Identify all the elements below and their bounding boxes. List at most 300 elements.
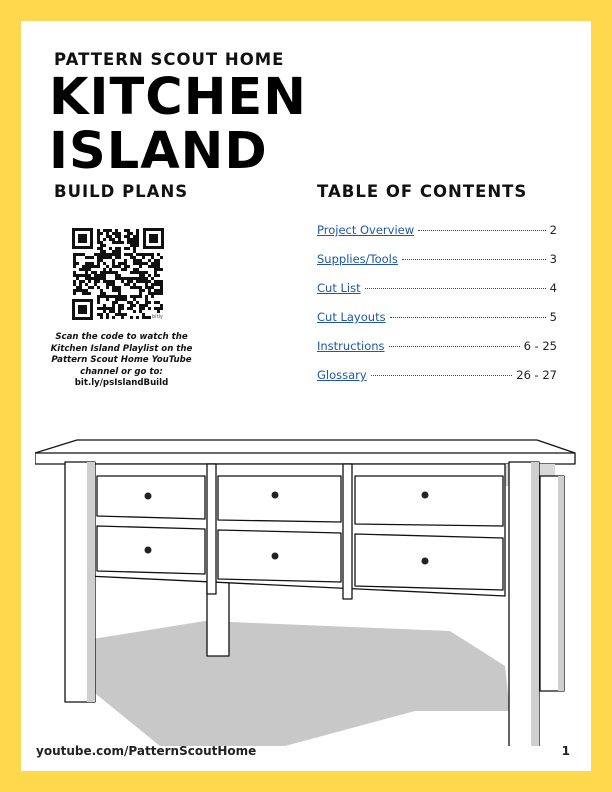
qr-module: [115, 289, 118, 292]
toc-page-number: 4: [549, 281, 557, 295]
qr-module: [121, 280, 124, 283]
qr-module: [139, 295, 142, 298]
toc-link[interactable]: Cut List: [317, 281, 361, 295]
qr-module: [118, 253, 121, 256]
qr-module: [115, 277, 118, 280]
qr-module: [124, 253, 127, 256]
qr-module: [133, 298, 136, 301]
qr-module: [145, 316, 148, 319]
qr-module: [97, 307, 100, 310]
qr-module: [139, 253, 142, 256]
qr-module: [103, 250, 106, 253]
qr-module: [73, 280, 76, 283]
drawer-divider: [343, 464, 352, 599]
qr-module: [94, 283, 97, 286]
qr-module: [97, 295, 100, 298]
qr-module: [118, 247, 121, 250]
qr-module: [142, 304, 145, 307]
qr-module: [130, 304, 133, 307]
qr-module: [130, 271, 133, 274]
floor-shadow: [80, 621, 510, 746]
qr-module: [97, 286, 100, 289]
qr-module: [118, 232, 121, 235]
qr-module: [97, 259, 100, 262]
qr-module: [124, 262, 127, 265]
qr-module: [91, 286, 94, 289]
qr-module: [76, 286, 79, 289]
qr-module: [103, 310, 106, 313]
qr-module: [115, 250, 118, 253]
qr-module: [124, 265, 127, 268]
qr-module: [124, 235, 127, 238]
qr-module: [73, 274, 76, 277]
qr-module: [142, 316, 145, 319]
qr-module: [118, 313, 121, 316]
qr-module: [97, 238, 100, 241]
qr-module: [145, 262, 148, 265]
qr-module: [136, 238, 139, 241]
qr-module: [106, 283, 109, 286]
qr-module: [115, 265, 118, 268]
qr-module: [127, 301, 130, 304]
page-number: 1: [561, 744, 570, 758]
qr-module: [133, 259, 136, 262]
qr-module: [154, 280, 157, 283]
qr-module: [115, 256, 118, 259]
qr-module: [100, 253, 103, 256]
qr-module: [73, 292, 76, 295]
qr-module: [121, 313, 124, 316]
qr-module: [109, 310, 112, 313]
qr-module: [124, 295, 127, 298]
qr-module: [103, 295, 106, 298]
drawer-divider: [207, 464, 216, 594]
qr-module: [112, 241, 115, 244]
qr-module: [109, 283, 112, 286]
qr-module: [97, 265, 100, 268]
qr-module: [106, 307, 109, 310]
qr-module: [106, 286, 109, 289]
qr-module: [97, 235, 100, 238]
qr-module: [145, 280, 148, 283]
qr-module: [100, 247, 103, 250]
qr-module: [151, 265, 154, 268]
qr-module: [112, 265, 115, 268]
qr-module: [82, 280, 85, 283]
qr-module: [115, 301, 118, 304]
qr-module: [154, 292, 157, 295]
qr-module: [73, 256, 76, 259]
toc-leader: [389, 346, 520, 347]
drawer-knob: [422, 558, 429, 565]
qr-short-link[interactable]: bit.ly/psIslandBuild: [74, 378, 169, 389]
qr-module: [85, 268, 88, 271]
qr-module: [145, 253, 148, 256]
qr-module: [73, 259, 76, 262]
qr-module: [85, 262, 88, 265]
qr-module: [142, 307, 145, 310]
qr-module: [127, 235, 130, 238]
qr-module: [109, 256, 112, 259]
qr-module: [112, 304, 115, 307]
qr-module: [154, 301, 157, 304]
qr-module: [85, 256, 88, 259]
qr-module: [91, 271, 94, 274]
qr-module: [136, 232, 139, 235]
qr-module: [142, 253, 145, 256]
qr-module: [76, 262, 79, 265]
qr-module: [76, 274, 79, 277]
qr-module: [139, 280, 142, 283]
qr-module: [118, 241, 121, 244]
qr-module: [118, 286, 121, 289]
qr-module: [79, 253, 82, 256]
qr-module: [127, 241, 130, 244]
qr-module: [100, 232, 103, 235]
qr-module: [85, 292, 88, 295]
qr-module: [118, 298, 121, 301]
qr-module: [133, 271, 136, 274]
qr-module: [127, 247, 130, 250]
qr-module: [136, 253, 139, 256]
qr-module: [73, 289, 76, 292]
qr-module: [88, 274, 91, 277]
qr-module: [148, 259, 151, 262]
qr-module: [97, 277, 100, 280]
toc-heading: TABLE OF CONTENTS: [317, 182, 528, 201]
qr-module: [121, 268, 124, 271]
qr-module: [85, 265, 88, 268]
qr-module: [121, 298, 124, 301]
qr-module: [157, 301, 160, 304]
qr-module: [154, 262, 157, 265]
qr-module: [115, 241, 118, 244]
qr-module: [103, 271, 106, 274]
qr-module: [97, 313, 100, 316]
qr-module: [148, 316, 151, 319]
qr-module: [148, 301, 151, 304]
qr-module: [103, 229, 106, 232]
qr-module: [133, 250, 136, 253]
qr-module: [136, 244, 139, 247]
qr-module: [148, 280, 151, 283]
qr-module: [79, 289, 82, 292]
qr-module: [151, 292, 154, 295]
qr-module: [160, 280, 163, 283]
qr-module: [97, 253, 100, 256]
toc-link[interactable]: Instructions: [317, 339, 385, 353]
qr-module: [91, 262, 94, 265]
toc-leader: [365, 288, 546, 289]
qr-code-icon[interactable]: [72, 228, 164, 320]
qr-module: [133, 277, 136, 280]
qr-module: [148, 307, 151, 310]
qr-module: [79, 268, 82, 271]
qr-module: [106, 295, 109, 298]
toc-page-number: 5: [549, 310, 557, 324]
page-title: [49, 68, 307, 181]
qr-module: [112, 271, 115, 274]
qr-module: [136, 286, 139, 289]
qr-module: [103, 256, 106, 259]
qr-module: [82, 265, 85, 268]
qr-module: [112, 295, 115, 298]
page-subtitle: BUILD PLANS: [54, 182, 189, 201]
qr-module: [73, 262, 76, 265]
qr-module: [118, 310, 121, 313]
qr-module: [118, 238, 121, 241]
qr-module: [118, 265, 121, 268]
qr-module: [97, 241, 100, 244]
qr-module: [94, 274, 97, 277]
qr-module: [106, 235, 109, 238]
qr-module: [85, 277, 88, 280]
toc-page-number: 26 - 27: [516, 368, 557, 382]
qr-module: [127, 229, 130, 232]
toc-item-supplies-tools: [317, 252, 557, 281]
qr-module: [73, 253, 76, 256]
qr-module: [82, 268, 85, 271]
qr-module: [148, 265, 151, 268]
qr-module: [97, 232, 100, 235]
qr-module: [139, 292, 142, 295]
qr-module: [139, 307, 142, 310]
qr-module: [130, 316, 133, 319]
qr-module: [157, 310, 160, 313]
qr-module: [103, 307, 106, 310]
qr-module: [118, 292, 121, 295]
qr-module: [142, 256, 145, 259]
qr-module: [100, 277, 103, 280]
qr-module: [100, 295, 103, 298]
qr-module: [157, 265, 160, 268]
qr-module: [103, 292, 106, 295]
qr-module: [142, 262, 145, 265]
qr-module: [139, 304, 142, 307]
qr-module: [139, 289, 142, 292]
footer-url[interactable]: youtube.com/PatternScoutHome: [36, 744, 257, 758]
qr-module: [157, 283, 160, 286]
qr-module: [88, 277, 91, 280]
qr-module: [124, 298, 127, 301]
toc-item-glossary: [317, 368, 557, 397]
qr-module: [151, 253, 154, 256]
qr-module: [133, 283, 136, 286]
qr-module: [118, 256, 121, 259]
qr-module: [82, 289, 85, 292]
qr-module: [115, 313, 118, 316]
toc-link[interactable]: Cut Layouts: [317, 310, 386, 324]
qr-module: [109, 295, 112, 298]
qr-module: [109, 229, 112, 232]
qr-module: [154, 259, 157, 262]
qr-module: [79, 286, 82, 289]
qr-module: [88, 286, 91, 289]
qr-module: [139, 286, 142, 289]
qr-module: [124, 268, 127, 271]
qr-module: [124, 247, 127, 250]
qr-module: [100, 244, 103, 247]
title-line-2: ISLAND: [49, 122, 268, 181]
qr-module: [127, 253, 130, 256]
qr-module: [154, 274, 157, 277]
qr-module: [136, 229, 139, 232]
qr-module: [160, 256, 163, 259]
qr-module: [157, 289, 160, 292]
qr-module: [157, 274, 160, 277]
drawer: [218, 476, 341, 522]
qr-module: [121, 277, 124, 280]
toc-item-project-overview: [317, 223, 557, 252]
qr-module: [109, 307, 112, 310]
qr-module: [127, 280, 130, 283]
qr-module: [154, 307, 157, 310]
toc-link[interactable]: Project Overview: [317, 223, 415, 237]
qr-module: [109, 271, 112, 274]
qr-module: [94, 280, 97, 283]
qr-module: [154, 283, 157, 286]
title-line-1: KITCHEN: [49, 68, 307, 127]
qr-module: [145, 301, 148, 304]
qr-module: [106, 313, 109, 316]
qr-module: [85, 283, 88, 286]
qr-module: [118, 262, 121, 265]
brand-name: PATTERN SCOUT HOME: [54, 50, 285, 69]
qr-module: [115, 235, 118, 238]
qr-module: [73, 271, 76, 274]
qr-module: [88, 292, 91, 295]
qr-module: [112, 250, 115, 253]
qr-module: [160, 283, 163, 286]
qr-module: [142, 277, 145, 280]
toc-link[interactable]: Glossary: [317, 368, 367, 382]
toc-page-number: 2: [549, 223, 557, 237]
qr-module: [106, 256, 109, 259]
qr-module: [121, 241, 124, 244]
qr-module: [130, 301, 133, 304]
toc-page-number: 3: [549, 252, 557, 266]
qr-module: [118, 289, 121, 292]
qr-module: [106, 298, 109, 301]
qr-module: [115, 271, 118, 274]
qr-module: [151, 256, 154, 259]
qr-module: [115, 253, 118, 256]
qr-module: [130, 238, 133, 241]
table-of-contents: [317, 223, 557, 397]
qr-module: [115, 247, 118, 250]
qr-module: [88, 280, 91, 283]
qr-module: [130, 244, 133, 247]
qr-module: [106, 280, 109, 283]
qr-module: [136, 259, 139, 262]
qr-module: [160, 292, 163, 295]
qr-module: [118, 277, 121, 280]
qr-module: [133, 241, 136, 244]
qr-module: [124, 277, 127, 280]
qr-module: [94, 265, 97, 268]
qr-module: [112, 283, 115, 286]
qr-module: [130, 286, 133, 289]
qr-module: [145, 283, 148, 286]
qr-module: [136, 280, 139, 283]
qr-module: [145, 271, 148, 274]
qr-module: [127, 265, 130, 268]
qr-module: [115, 229, 118, 232]
toc-item-cut-layouts: [317, 310, 557, 339]
toc-item-cut-list: [317, 281, 557, 310]
qr-module: [112, 310, 115, 313]
qr-module: [79, 283, 82, 286]
qr-module: [85, 274, 88, 277]
qr-module: [118, 304, 121, 307]
qr-module: [118, 235, 121, 238]
qr-module: [154, 268, 157, 271]
qr-module: [106, 271, 109, 274]
drawer-knob: [272, 492, 279, 499]
qr-module: [94, 277, 97, 280]
qr-module: [136, 235, 139, 238]
qr-module: [157, 268, 160, 271]
qr-module: [130, 256, 133, 259]
qr-module: [91, 265, 94, 268]
qr-module: [103, 244, 106, 247]
qr-module: [118, 295, 121, 298]
qr-module: [103, 304, 106, 307]
qr-module: [103, 253, 106, 256]
qr-module: [112, 307, 115, 310]
qr-module: [151, 283, 154, 286]
qr-module: [124, 229, 127, 232]
qr-module: [109, 280, 112, 283]
qr-module: [106, 265, 109, 268]
qr-module: [121, 316, 124, 319]
qr-module: [139, 310, 142, 313]
qr-module: [148, 286, 151, 289]
qr-module: [100, 274, 103, 277]
qr-module: [148, 292, 151, 295]
qr-module: [145, 277, 148, 280]
qr-module: [145, 295, 148, 298]
qr-module: [109, 253, 112, 256]
qr-module: [91, 277, 94, 280]
qr-module: [76, 289, 79, 292]
qr-module: [109, 235, 112, 238]
qr-module: [130, 241, 133, 244]
qr-module: [151, 295, 154, 298]
qr-module: [133, 235, 136, 238]
qr-module: [148, 253, 151, 256]
qr-module: [106, 229, 109, 232]
qr-module: [133, 295, 136, 298]
qr-module: [100, 289, 103, 292]
qr-module: [103, 274, 106, 277]
qr-module: [79, 280, 82, 283]
qr-module: [130, 280, 133, 283]
toc-leader: [390, 317, 546, 318]
qr-module: [142, 274, 145, 277]
qr-module: [139, 274, 142, 277]
qr-module: [139, 277, 142, 280]
qr-module: [139, 271, 142, 274]
qr-module: [100, 313, 103, 316]
toc-link[interactable]: Supplies/Tools: [317, 252, 398, 266]
qr-module: [112, 286, 115, 289]
qr-module: [88, 265, 91, 268]
qr-module: [160, 286, 163, 289]
qr-module: [76, 253, 79, 256]
qr-module: [139, 259, 142, 262]
qr-module: [145, 298, 148, 301]
